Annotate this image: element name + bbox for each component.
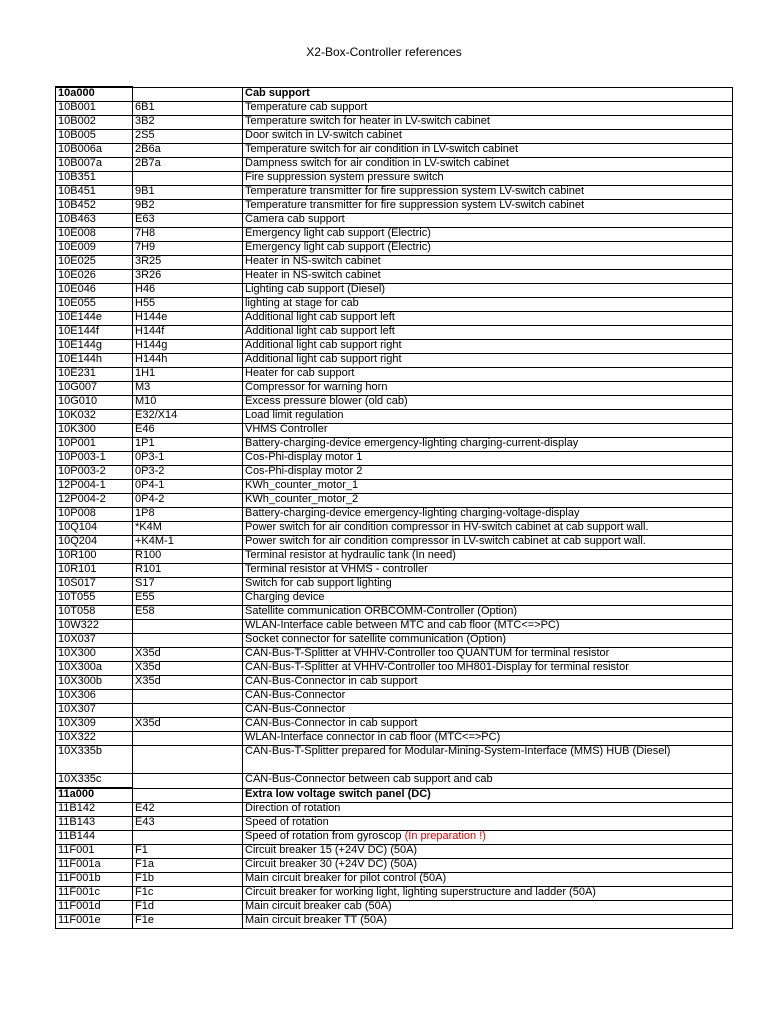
reference-cell: X35d	[133, 662, 243, 676]
designation-cell: 11F001e	[56, 915, 133, 929]
description-cell: KWh_counter_motor_1	[243, 480, 733, 494]
table-row	[56, 186, 733, 200]
table-row	[56, 774, 733, 789]
description-cell: Terminal resistor at VHMS - controller	[243, 564, 733, 578]
designation-cell: 11F001	[56, 845, 133, 859]
designation-cell: 10X309	[56, 718, 133, 732]
table-row	[56, 550, 733, 564]
designation-cell: 12P004-2	[56, 494, 133, 508]
designation-cell: 10X037	[56, 634, 133, 648]
description-cell: Circuit breaker for working light, lighting superstructure and ladder (50A)	[243, 887, 733, 901]
description-cell: Power switch for air condition compressor in HV-switch cabinet at cab support wall.	[243, 522, 733, 536]
description-cell: Door switch in LV-switch cabinet	[243, 130, 733, 144]
table-row	[56, 144, 733, 158]
table-row	[56, 438, 733, 452]
reference-cell: R100	[133, 550, 243, 564]
reference-cell: E43	[133, 817, 243, 831]
table-row	[56, 172, 733, 186]
designation-cell: 12P004-1	[56, 480, 133, 494]
reference-cell	[133, 172, 243, 186]
description-cell: Battery-charging-device emergency-lighting charging-current-display	[243, 438, 733, 452]
table-row	[56, 901, 733, 915]
table-row	[56, 536, 733, 550]
description-cell: CAN-Bus-Connector between cab support and cab	[243, 774, 733, 789]
designation-cell: 10P008	[56, 508, 133, 522]
description-cell: Main circuit breaker for pilot control (50A)	[243, 873, 733, 887]
designation-cell: 10B351	[56, 172, 133, 186]
reference-cell: F1d	[133, 901, 243, 915]
reference-cell: 2B7a	[133, 158, 243, 172]
reference-cell: F1c	[133, 887, 243, 901]
designation-cell: 10E144g	[56, 340, 133, 354]
table-row	[56, 298, 733, 312]
designation-cell: 10B463	[56, 214, 133, 228]
reference-cell: F1e	[133, 915, 243, 929]
designation-cell: 10E009	[56, 242, 133, 256]
description-cell: CAN-Bus-T-Splitter at VHHV-Controller too MH801-Display for terminal resistor	[243, 662, 733, 676]
reference-cell: 3R26	[133, 270, 243, 284]
table-row	[56, 606, 733, 620]
designation-cell: 10E046	[56, 284, 133, 298]
reference-cell: 0P4-2	[133, 494, 243, 508]
table-row	[56, 831, 733, 845]
table-row	[56, 480, 733, 494]
designation-cell: 10X322	[56, 732, 133, 746]
designation-cell: 10R101	[56, 564, 133, 578]
designation-cell: 10B451	[56, 186, 133, 200]
table-row	[56, 312, 733, 326]
designation-cell: 10S017	[56, 578, 133, 592]
table-row	[56, 256, 733, 270]
description-cell: Fire suppression system pressure switch	[243, 172, 733, 186]
reference-cell: 1P1	[133, 438, 243, 452]
designation-cell: 10B452	[56, 200, 133, 214]
section-header-row	[56, 87, 733, 102]
reference-cell: 0P3-2	[133, 466, 243, 480]
table-row	[56, 859, 733, 873]
table-row	[56, 130, 733, 144]
description-cell: Speed of rotation	[243, 817, 733, 831]
table-row	[56, 368, 733, 382]
reference-cell: F1b	[133, 873, 243, 887]
reference-cell: 1P8	[133, 508, 243, 522]
designation-cell: 10X335c	[56, 774, 133, 789]
table-row	[56, 690, 733, 704]
reference-cell	[133, 831, 243, 845]
reference-cell: 9B1	[133, 186, 243, 200]
reference-cell: 7H8	[133, 228, 243, 242]
table-row	[56, 452, 733, 466]
description-cell: Main circuit breaker cab (50A)	[243, 901, 733, 915]
description-cell: Additional light cab support left	[243, 312, 733, 326]
reference-cell: E63	[133, 214, 243, 228]
table-row	[56, 340, 733, 354]
table-row	[56, 382, 733, 396]
description-cell: Charging device	[243, 592, 733, 606]
description-cell: Temperature switch for heater in LV-switch cabinet	[243, 116, 733, 130]
reference-cell: E32/X14	[133, 410, 243, 424]
reference-cell: E58	[133, 606, 243, 620]
description-cell: Emergency light cab support (Electric)	[243, 242, 733, 256]
designation-cell: 10P001	[56, 438, 133, 452]
designation-cell: 10T055	[56, 592, 133, 606]
table-row	[56, 410, 733, 424]
reference-cell: F1a	[133, 859, 243, 873]
table-row	[56, 662, 733, 676]
reference-cell: S17	[133, 578, 243, 592]
reference-cell: E42	[133, 803, 243, 817]
reference-cell: E55	[133, 592, 243, 606]
table-row	[56, 732, 733, 746]
table-row	[56, 424, 733, 438]
reference-cell	[133, 732, 243, 746]
description-cell: Heater in NS-switch cabinet	[243, 256, 733, 270]
reference-cell: *K4M	[133, 522, 243, 536]
reference-cell	[133, 704, 243, 718]
designation-cell: 10Q204	[56, 536, 133, 550]
table-row	[56, 354, 733, 368]
reference-cell: H144f	[133, 326, 243, 340]
designation-cell: 10E144e	[56, 312, 133, 326]
reference-cell	[133, 634, 243, 648]
reference-cell: +K4M-1	[133, 536, 243, 550]
table-row	[56, 102, 733, 116]
designation-cell: 10T058	[56, 606, 133, 620]
table-row	[56, 915, 733, 929]
designation-cell: 10P003-2	[56, 466, 133, 480]
description-cell: Circuit breaker 30 (+24V DC) (50A)	[243, 859, 733, 873]
designation-cell: 11B144	[56, 831, 133, 845]
table-row	[56, 817, 733, 831]
table-row	[56, 214, 733, 228]
designation-cell: 11F001d	[56, 901, 133, 915]
table-row	[56, 578, 733, 592]
designation-cell: 10a000	[56, 87, 133, 102]
description-cell: Main circuit breaker TT (50A)	[243, 915, 733, 929]
designation-cell: 10Q104	[56, 522, 133, 536]
description-cell: Camera cab support	[243, 214, 733, 228]
description-cell: Battery-charging-device emergency-lighting charging-voltage-display	[243, 508, 733, 522]
page-title: X2-Box-Controller references	[306, 45, 462, 59]
description-cell: Excess pressure blower (old cab)	[243, 396, 733, 410]
designation-cell: 10E231	[56, 368, 133, 382]
description-cell: Cab support	[243, 87, 733, 102]
description-cell: Temperature transmitter for fire suppression system LV-switch cabinet	[243, 186, 733, 200]
reference-cell: 7H9	[133, 242, 243, 256]
description-cell: Terminal resistor at hydraulic tank (In need)	[243, 550, 733, 564]
designation-cell: 11F001a	[56, 859, 133, 873]
description-cell: Circuit breaker 15 (+24V DC) (50A)	[243, 845, 733, 859]
table-row	[56, 718, 733, 732]
description-cell: Additional light cab support right	[243, 340, 733, 354]
table-row	[56, 648, 733, 662]
table-row	[56, 508, 733, 522]
designation-cell: 10B001	[56, 102, 133, 116]
table-row	[56, 396, 733, 410]
description-cell: Satellite communication ORBCOMM-Controller (Option)	[243, 606, 733, 620]
description-cell: Temperature cab support	[243, 102, 733, 116]
table-row	[56, 284, 733, 298]
reference-cell	[133, 774, 243, 789]
designation-cell: 10B005	[56, 130, 133, 144]
reference-cell: H46	[133, 284, 243, 298]
table-row	[56, 270, 733, 284]
description-cell: Emergency light cab support (Electric)	[243, 228, 733, 242]
description-cell: Temperature switch for air condition in LV-switch cabinet	[243, 144, 733, 158]
designation-cell: 10E144f	[56, 326, 133, 340]
designation-cell: 10K300	[56, 424, 133, 438]
designation-cell: 10E008	[56, 228, 133, 242]
reference-cell	[133, 620, 243, 634]
reference-cell: H144e	[133, 312, 243, 326]
reference-cell: 2S5	[133, 130, 243, 144]
table-row	[56, 803, 733, 817]
reference-cell: R101	[133, 564, 243, 578]
table-row	[56, 746, 733, 774]
preparation-note: (In preparation !)	[404, 830, 486, 842]
table-row	[56, 592, 733, 606]
description-cell: Heater for cab support	[243, 368, 733, 382]
reference-cell: F1	[133, 845, 243, 859]
designation-cell: 10E026	[56, 270, 133, 284]
description-cell: CAN-Bus-Connector in cab support	[243, 676, 733, 690]
description-cell: Cos-Phi-display motor 1	[243, 452, 733, 466]
reference-cell: 0P4-1	[133, 480, 243, 494]
table-row	[56, 326, 733, 340]
table-row	[56, 845, 733, 859]
description-cell: Power switch for air condition compressor in LV-switch cabinet at cab support wall.	[243, 536, 733, 550]
table-row	[56, 228, 733, 242]
reference-cell: X35d	[133, 718, 243, 732]
description-cell: CAN-Bus-Connector	[243, 690, 733, 704]
table-row	[56, 634, 733, 648]
description-cell: CAN-Bus-T-Splitter at VHHV-Controller too QUANTUM for terminal resistor	[243, 648, 733, 662]
description-cell: VHMS Controller	[243, 424, 733, 438]
designation-cell: 10G007	[56, 382, 133, 396]
reference-cell	[133, 746, 243, 774]
reference-table-body	[56, 87, 733, 929]
description-cell: Additional light cab support right	[243, 354, 733, 368]
designation-cell: 10X300	[56, 648, 133, 662]
reference-cell	[133, 690, 243, 704]
designation-cell: 10B007a	[56, 158, 133, 172]
description-cell: Direction of rotation	[243, 803, 733, 817]
description-cell: Compressor for warning horn	[243, 382, 733, 396]
designation-cell: 10X335b	[56, 746, 133, 774]
designation-cell: 11F001c	[56, 887, 133, 901]
table-row	[56, 887, 733, 901]
table-row	[56, 620, 733, 634]
description-cell: lighting at stage for cab	[243, 298, 733, 312]
reference-cell	[133, 87, 243, 102]
table-row	[56, 704, 733, 718]
reference-cell: H144h	[133, 354, 243, 368]
designation-cell: 10W322	[56, 620, 133, 634]
reference-cell: H55	[133, 298, 243, 312]
description-cell: Dampness switch for air condition in LV-switch cabinet	[243, 158, 733, 172]
reference-cell: X35d	[133, 676, 243, 690]
table-row	[56, 676, 733, 690]
table-row	[56, 564, 733, 578]
reference-table	[55, 86, 733, 929]
description-cell: Socket connector for satellite communication (Option)	[243, 634, 733, 648]
description-text: Speed of rotation from gyroscop	[245, 830, 405, 842]
description-cell: Additional light cab support left	[243, 326, 733, 340]
table-row	[56, 116, 733, 130]
designation-cell: 11B142	[56, 803, 133, 817]
reference-cell: E46	[133, 424, 243, 438]
designation-cell: 11a000	[56, 788, 133, 803]
designation-cell: 10R100	[56, 550, 133, 564]
description-cell: Load limit regulation	[243, 410, 733, 424]
description-cell: CAN-Bus-T-Splitter prepared for Modular-Mining-System-Interface (MMS) HUB (Diesel)	[243, 746, 733, 774]
designation-cell: 10X306	[56, 690, 133, 704]
designation-cell: 10X307	[56, 704, 133, 718]
table-row	[56, 466, 733, 480]
description-cell: KWh_counter_motor_2	[243, 494, 733, 508]
description-cell: CAN-Bus-Connector in cab support	[243, 718, 733, 732]
description-cell: Switch for cab support lighting	[243, 578, 733, 592]
designation-cell: 10E144h	[56, 354, 133, 368]
reference-cell: 0P3-1	[133, 452, 243, 466]
reference-cell: 3B2	[133, 116, 243, 130]
description-cell: CAN-Bus-Connector	[243, 704, 733, 718]
designation-cell: 10E025	[56, 256, 133, 270]
reference-cell: 2B6a	[133, 144, 243, 158]
description-cell: Temperature transmitter for fire suppression system LV-switch cabinet	[243, 200, 733, 214]
designation-cell: 10B002	[56, 116, 133, 130]
table-row	[56, 522, 733, 536]
reference-cell: M3	[133, 382, 243, 396]
designation-cell: 10E055	[56, 298, 133, 312]
designation-cell: 10P003-1	[56, 452, 133, 466]
section-header-row	[56, 788, 733, 803]
table-row	[56, 873, 733, 887]
reference-cell: 6B1	[133, 102, 243, 116]
table-row	[56, 158, 733, 172]
designation-cell: 10X300a	[56, 662, 133, 676]
reference-cell: X35d	[133, 648, 243, 662]
reference-cell: M10	[133, 396, 243, 410]
description-cell: Heater in NS-switch cabinet	[243, 270, 733, 284]
designation-cell: 10X300b	[56, 676, 133, 690]
designation-cell: 10B006a	[56, 144, 133, 158]
designation-cell: 11B143	[56, 817, 133, 831]
description-cell: WLAN-Interface connector in cab floor (MTC<=>PC)	[243, 732, 733, 746]
reference-cell: 9B2	[133, 200, 243, 214]
reference-cell: 3R25	[133, 256, 243, 270]
description-cell: Cos-Phi-display motor 2	[243, 466, 733, 480]
table-row	[56, 494, 733, 508]
description-cell: Lighting cab support (Diesel)	[243, 284, 733, 298]
description-cell: Extra low voltage switch panel (DC)	[243, 788, 733, 803]
reference-cell: 1H1	[133, 368, 243, 382]
designation-cell: 10G010	[56, 396, 133, 410]
description-cell	[243, 831, 733, 845]
designation-cell: 10K032	[56, 410, 133, 424]
reference-cell: H144g	[133, 340, 243, 354]
reference-cell	[133, 788, 243, 803]
designation-cell: 11F001b	[56, 873, 133, 887]
description-cell: WLAN-Interface cable between MTC and cab floor (MTC<=>PC)	[243, 620, 733, 634]
table-row	[56, 200, 733, 214]
table-row	[56, 242, 733, 256]
